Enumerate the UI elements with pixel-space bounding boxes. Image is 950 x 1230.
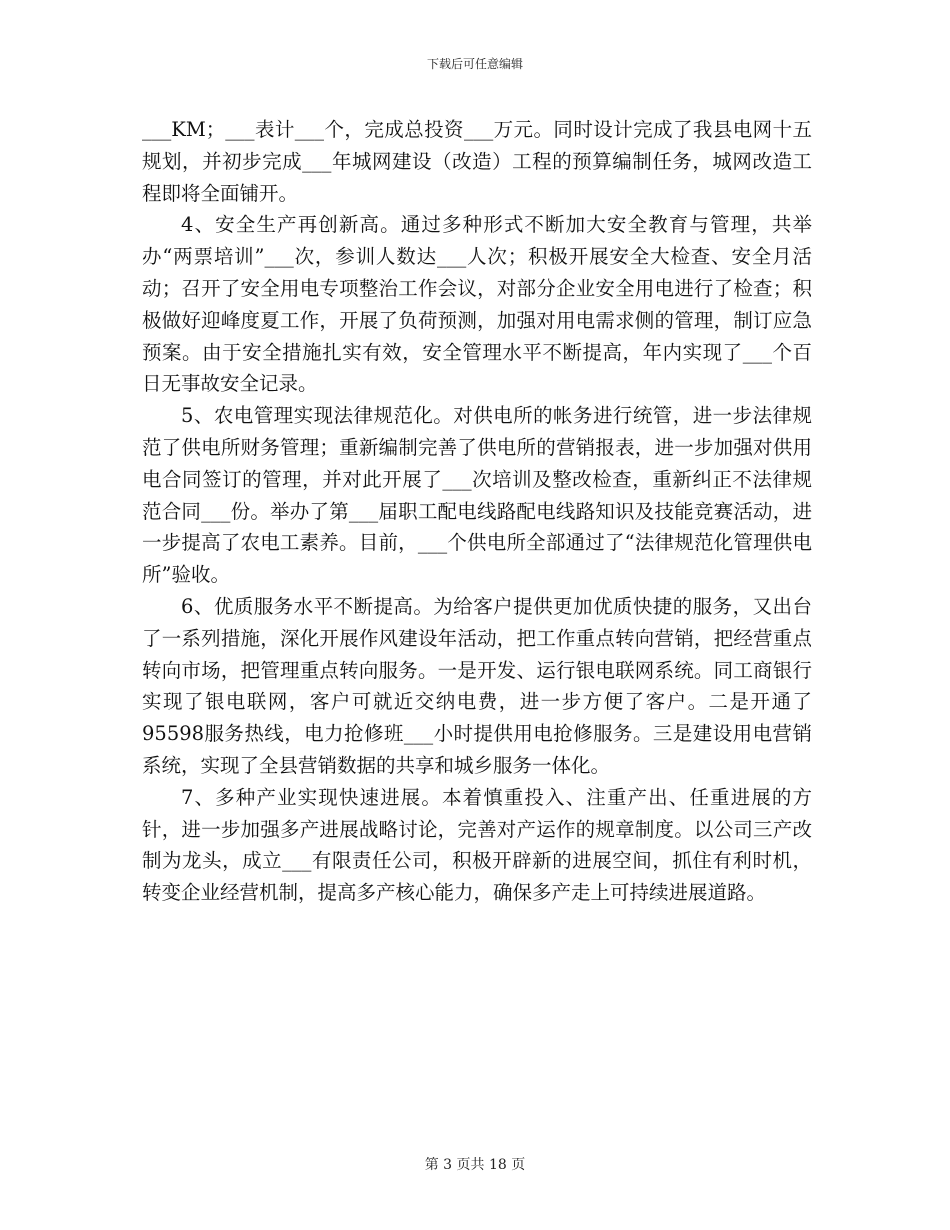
- document-body: [142, 114, 812, 909]
- paragraph-industry: 7、多种产业实现快速进展。本着慎重投入、注重产出、任重进展的方针，进一步加强多产进展战略讨论，完善对产运作的规章制度。以公司三产改制为龙头，成立___有限责任公司，积极开辟新的进展空间，抓住有利时机，转变企业经营机制，提高多产核心能力，确保多产走上可持续进展道路。: [142, 785, 812, 905]
- page-header: 下载后可任意编辑: [426, 57, 523, 71]
- paragraph-rural-power: 5、农电管理实现法律规范化。对供电所的帐务进行统管，进一步法律规范了供电所财务管理；重新编制完善了供电所的营销报表，进一步加强对供用电合同签订的管理，并对此开展了___次培训及整改检查，重新纠正不法律规范合同___份。举办了第___届职工配电线路配电线路知识及技能竞赛活动，进一步提高了农电工素养。目前，___个供电所全部通过了“法律规范化管理供电所”验收。: [142, 404, 812, 587]
- page-footer: 第 3 页共 18 页: [424, 1157, 526, 1173]
- paragraph-service: 6、优质服务水平不断提高。为给客户提供更加优质快捷的服务，又出台了一系列措施，深化开展作风建设年活动，把工作重点转向营销，把经营重点转向市场，把管理重点转向服务。一是开发、运行银电联网系统。同工商银行实现了银电联网，客户可就近交纳电费，进一步方便了客户。二是开通了95598服务热线，电力抢修班___小时提供用电抢修服务。三是建设用电营销系统，实现了全县营销数据的共享和城乡服务一体化。: [142, 594, 812, 777]
- paragraph-safety: 4、安全生产再创新高。通过多种形式不断加大安全教育与管理，共举办“两票培训”___次，参训人数达___人次；积极开展安全大检查、安全月活动；召开了安全用电专项整治工作会议，对部分企业安全用电进行了检查；积极做好迎峰度夏工作，开展了负荷预测，加强对用电需求侧的管理，制订应急预案。由于安全措施扎实有效，安全管理水平不断提高，年内实现了___个百日无事故安全记录。: [142, 213, 812, 396]
- paragraph-continuation: ___KM；___表计___个，完成总投资___万元。同时设计完成了我县电网十五规划，并初步完成___年城网建设（改造）工程的预算编制任务，城网改造工程即将全面铺开。: [142, 118, 812, 205]
